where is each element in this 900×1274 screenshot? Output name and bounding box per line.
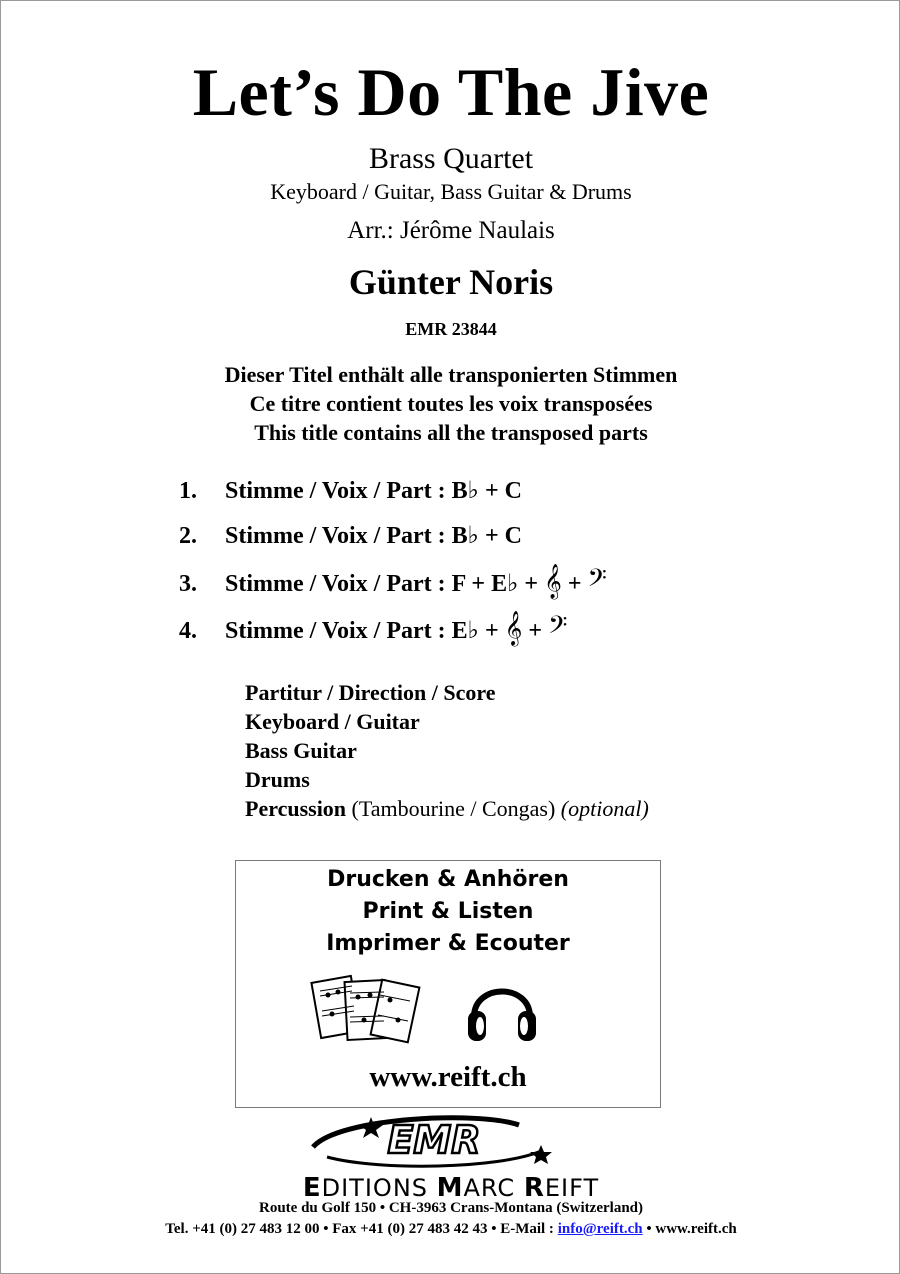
extra-part-drums: Drums <box>245 767 310 792</box>
publisher-name-part: ARC <box>463 1174 524 1202</box>
part-keys: E♭ + <box>451 618 499 644</box>
publisher-name-initial: M <box>436 1173 464 1203</box>
arranger: Arr.: Jérôme Naulais <box>347 217 555 244</box>
transposition-note-de: Dieser Titel enthält alle transponierten Stimmen <box>224 362 678 387</box>
transposition-note-en: This title contains all the transposed parts <box>254 420 648 445</box>
plus-sign: + <box>528 618 543 644</box>
treble-clef-icon: 𝄞 <box>504 611 523 646</box>
emr-logo <box>309 1111 559 1175</box>
part-line-1 <box>179 475 522 505</box>
part-line-2 <box>179 520 522 550</box>
publisher-address: Route du Golf 150 • CH-3963 Crans-Montana (Switzerland) <box>259 1200 643 1216</box>
percussion-label: Percussion <box>245 796 347 821</box>
sheet-music-icon <box>310 973 422 1049</box>
extra-part-score: Partitur / Direction / Score <box>245 680 496 705</box>
instrumentation: Keyboard / Guitar, Bass Guitar & Drums <box>270 179 632 204</box>
part-line-4 <box>179 611 567 646</box>
part-label: Stimme / Voix / Part : <box>225 571 446 597</box>
part-keys: B♭ + C <box>451 523 522 549</box>
publisher-name-initial: R <box>523 1173 545 1203</box>
publisher-name-initial: E <box>302 1173 322 1203</box>
publisher-name <box>1 1173 900 1203</box>
part-number: 3. <box>179 571 197 597</box>
composer: Günter Noris <box>348 262 554 302</box>
part-label: Stimme / Voix / Part : <box>225 478 446 504</box>
promo-line-de: Drucken & Anhören <box>327 867 569 892</box>
transposition-note-fr: Ce titre contient toutes les voix transposées <box>249 391 653 416</box>
extra-part-keyboard: Keyboard / Guitar <box>245 709 420 734</box>
treble-clef-icon: 𝄞 <box>544 564 562 599</box>
part-number: 4. <box>179 618 197 644</box>
promo-line-fr: Imprimer & Ecouter <box>326 931 570 956</box>
part-label: Stimme / Voix / Part : <box>225 523 446 549</box>
part-number: 2. <box>179 523 197 549</box>
website-link[interactable]: www.reift.ch <box>369 1061 527 1093</box>
contact-prefix: Tel. +41 (0) 27 483 12 00 • Fax +41 (0) 27 483 42 43 • E-Mail : <box>165 1221 558 1237</box>
contact-suffix: • www.reift.ch <box>642 1221 737 1237</box>
part-keys: B♭ + C <box>451 478 522 504</box>
part-line-3 <box>179 564 607 599</box>
logo-text: EMR <box>387 1118 481 1162</box>
bass-clef-icon: 𝄢 <box>548 611 568 646</box>
part-number: 1. <box>179 478 197 504</box>
print-listen-box <box>235 860 661 1108</box>
catalog-number: EMR 23844 <box>405 319 497 339</box>
percussion-optional: (optional) <box>560 796 649 821</box>
part-label: Stimme / Voix / Part : <box>225 618 446 644</box>
extra-part-percussion <box>245 796 649 822</box>
ensemble-subtitle: Brass Quartet <box>368 142 534 175</box>
email-link[interactable]: info@reift.ch <box>557 1221 643 1237</box>
percussion-detail: (Tambourine / Congas) <box>351 796 556 821</box>
publisher-name-part: EIFT <box>544 1174 600 1202</box>
extra-part-bass-guitar: Bass Guitar <box>245 738 357 763</box>
headphones-icon <box>464 973 540 1047</box>
bass-clef-icon: 𝄢 <box>587 564 607 599</box>
plus-sign: + <box>567 571 582 597</box>
part-keys: F + E♭ + <box>451 571 539 597</box>
piece-title: Let’s Do The Jive <box>192 54 710 130</box>
publisher-name-part: DITIONS <box>321 1174 437 1202</box>
publisher-contact <box>1 1221 900 1238</box>
promo-line-en: Print & Listen <box>362 899 534 924</box>
